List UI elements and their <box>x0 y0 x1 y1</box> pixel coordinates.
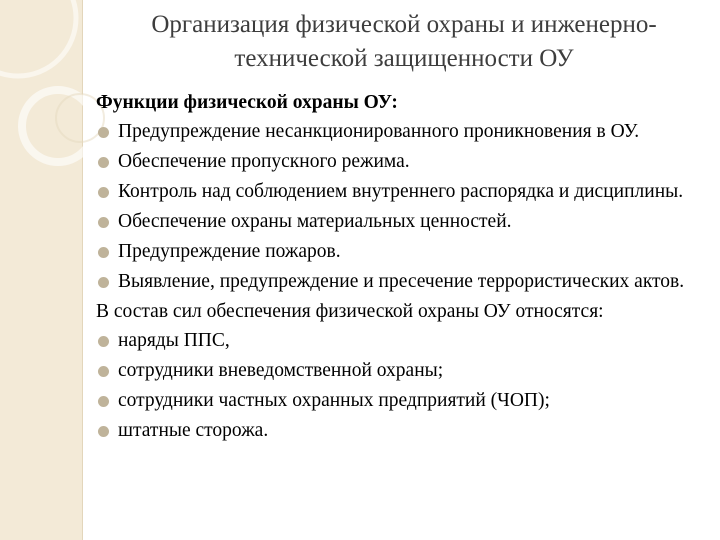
list-item <box>96 328 716 354</box>
list-item <box>96 418 716 444</box>
functions-heading: Функции физической охраны ОУ: <box>96 92 398 113</box>
forces-list <box>96 328 716 444</box>
list-item <box>96 388 716 414</box>
list-item-text: штатные сторожа. <box>118 420 269 441</box>
list-item <box>96 149 716 175</box>
list-item-text: сотрудники вневедомственной охраны; <box>118 360 444 381</box>
slide-body <box>96 90 716 448</box>
title-line-2: технической защищенности ОУ <box>234 45 574 72</box>
bullet-icon <box>98 247 109 258</box>
bullet-icon <box>98 426 109 437</box>
list-item-text: Обеспечение пропускного режима. <box>118 151 410 172</box>
bullet-icon <box>98 187 109 198</box>
list-item-text: Выявление, предупреждение и пресечение террористических актов. <box>118 271 685 292</box>
list-item <box>96 239 716 265</box>
bullet-icon <box>98 366 109 377</box>
bullet-icon <box>98 217 109 228</box>
list-item <box>96 269 716 295</box>
bullet-icon <box>98 336 109 347</box>
list-item <box>96 119 716 145</box>
title-line-1: Организация физической охраны и инженерно- <box>151 11 657 38</box>
decorative-circles <box>0 0 110 540</box>
bullet-icon <box>98 396 109 407</box>
slide-title <box>96 8 712 76</box>
list-item-text: Обеспечение охраны материальных ценностей. <box>118 211 512 232</box>
bullet-icon <box>98 127 109 138</box>
list-item <box>96 358 716 384</box>
functions-list <box>96 119 716 295</box>
list-item-text: Контроль над соблюдением внутреннего распорядка и дисциплины. <box>118 181 684 202</box>
bullet-icon <box>98 277 109 288</box>
list-item-text: Предупреждение пожаров. <box>118 241 341 262</box>
list-item-text: Предупреждение несанкционированного проникновения в ОУ. <box>118 121 640 142</box>
list-item-text: наряды ППС, <box>118 330 230 351</box>
list-item-text: сотрудники частных охранных предприятий (ЧОП); <box>118 390 550 411</box>
bullet-icon <box>98 157 109 168</box>
forces-heading: В состав сил обеспечения физической охраны ОУ относятся: <box>96 301 604 322</box>
list-item <box>96 209 716 235</box>
list-item <box>96 179 716 205</box>
